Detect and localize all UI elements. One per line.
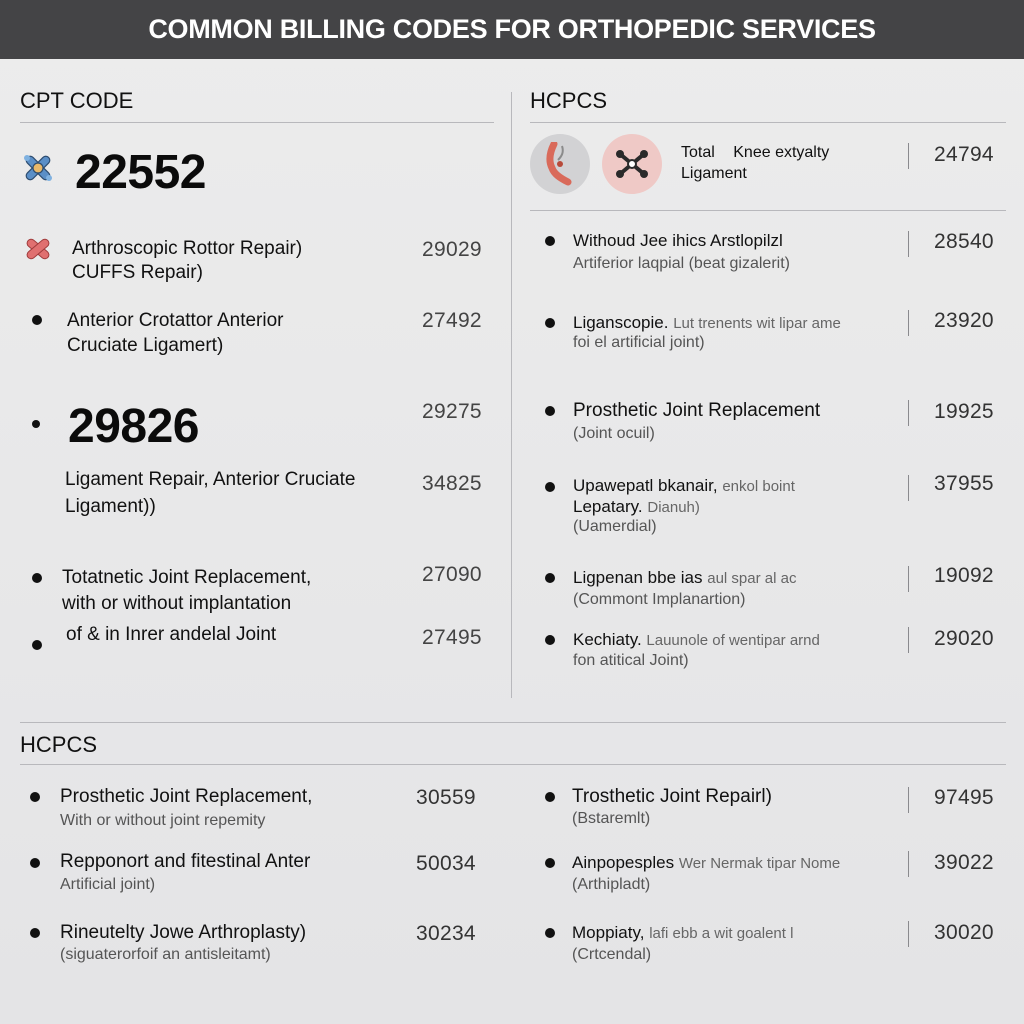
hcpcs-item-1-code: 28540 (934, 230, 994, 253)
hcpcs-item-4-code: 37955 (934, 472, 994, 495)
cpt-item-2-line1: Anterior Crotattor Anterior (67, 310, 284, 331)
hcpcs-top-word-knee: Knee extyalty (733, 144, 830, 161)
hcpcs-item-6-sub: fon atitical Joint) (573, 652, 689, 669)
bottom-right-1-sub: (Bstaremlt) (572, 810, 651, 827)
knee-icon (530, 134, 590, 194)
hcpcs-top-word-total: Total (681, 144, 715, 161)
hcpcs-item-5-sub: (Commont Implanartion) (573, 591, 746, 608)
separator (908, 921, 909, 947)
hcpcs-item-1-main: Withoud Jee ihics Arstlopilzl (573, 231, 783, 250)
hcpcs-item-2-main-tail: Lut trenents wit lipar ame (673, 315, 841, 332)
hcpcs-item-2-main-text: Liganscopie. (573, 313, 669, 332)
bullet (545, 635, 555, 645)
bullet (545, 792, 555, 802)
bottom-right-3-code: 30020 (934, 921, 994, 944)
bullet (545, 573, 555, 583)
cpt-ligament-line1: Ligament Repair, Anterior Cruciate (65, 469, 356, 490)
bottom-right-3-main (572, 920, 793, 947)
cpt-item-2-code: 27492 (422, 309, 482, 332)
hcpcs-top-code: 24794 (934, 143, 994, 166)
column-divider (511, 92, 512, 698)
cpt-last-line1: of & in Inrer andelal Joint (66, 624, 277, 645)
hcpcs-item-6-main-text: Kechiaty. (573, 630, 642, 649)
bottom-left-2-code: 50034 (416, 852, 476, 875)
bullet (32, 420, 40, 428)
bottom-left-1-code: 30559 (416, 786, 476, 809)
cpt-big-code-2-value: 29275 (422, 400, 482, 423)
hcpcs-item-6-main-tail: Lauunole of wentipar arnd (646, 632, 820, 649)
bullet (32, 573, 42, 583)
cpt-big-code-2: 29826 (68, 400, 199, 453)
hcpcs-item-4-main2-tail: Dianuh) (647, 499, 700, 516)
hcpcs-item-6-code: 29020 (934, 627, 994, 650)
cpt-item-1-code: 29029 (422, 238, 482, 261)
page-title: COMMON BILLING CODES FOR ORTHOPEDIC SERVICES (0, 0, 1024, 59)
cpt-divider (20, 122, 494, 123)
bone-icon (23, 234, 53, 264)
bullet (32, 640, 42, 650)
hcpcs-top-line2: Ligament (681, 165, 747, 182)
bullet (545, 406, 555, 416)
separator (908, 851, 909, 877)
cpt-item-1-line1: Arthroscopic Rottor Repair) (72, 238, 303, 259)
bullet (30, 792, 40, 802)
hcpcs-item-4-sub: (Uamerdial) (573, 518, 657, 535)
bottom-left-3-code: 30234 (416, 922, 476, 945)
cpt-ligament-line2: Ligament)) (65, 496, 156, 517)
separator (908, 787, 909, 813)
hcpcs-item-3-main: Prosthetic Joint Replacement (573, 400, 821, 421)
bullet (545, 318, 555, 328)
bottom-right-2-main (572, 850, 840, 877)
bullet (30, 858, 40, 868)
hcpcs-item-2-code: 23920 (934, 309, 994, 332)
bottom-right-1-main: Trosthetic Joint Repairl) (572, 786, 772, 807)
separator (908, 566, 909, 592)
bottom-divider (20, 764, 1006, 765)
bottom-right-2-sub: (Arthipladt) (572, 876, 651, 893)
bottom-right-2-code: 39022 (934, 851, 994, 874)
cpt-total-code: 27090 (422, 563, 482, 586)
hcpcs-item-1-sub: Artiferior laqpial (beat gizalerit) (573, 255, 790, 272)
hcpcs-item-5-main-tail: aul spar al ac (707, 570, 797, 587)
bullet (545, 928, 555, 938)
hcpcs-item-3-code: 19925 (934, 400, 994, 423)
cpt-ligament-code: 34825 (422, 472, 482, 495)
separator (908, 310, 909, 336)
bottom-left-2-main: Repponort and fitestinal Anter (60, 851, 311, 872)
bottom-left-3-sub: (siguaterorfoif an antisleitamt) (60, 946, 271, 963)
bottom-left-3-main: Rineutelty Jowe Arthroplasty) (60, 922, 307, 943)
bottom-right-3-main-tail: lafi ebb a wit goalent l (649, 925, 794, 942)
bottom-right-3-sub: (Crtcendal) (572, 946, 652, 963)
bottom-left-1-main: Prosthetic Joint Replacement, (60, 786, 313, 807)
cpt-code-heading: CPT CODE (20, 88, 134, 113)
bottom-top-divider (20, 722, 1006, 723)
hcpcs-item-4-main-tail: enkol boint (722, 478, 795, 495)
separator (908, 627, 909, 653)
cpt-big-code-1: 22552 (75, 146, 206, 199)
bullet (545, 482, 555, 492)
bone-joint-icon (602, 134, 662, 194)
bottom-right-2-main-text: Ainpopesples (572, 853, 675, 872)
hcpcs-item-4-main2-text: Lepatary. (573, 497, 643, 516)
bullet (545, 858, 555, 868)
hcpcs-item-2-sub: foi el artificial joint) (573, 334, 705, 351)
bullet (545, 236, 555, 246)
hcpcs-divider (530, 122, 1006, 123)
hcpcs-divider-2 (530, 210, 1006, 211)
separator (908, 400, 909, 426)
separator (908, 143, 909, 169)
hcpcs-item-5-main (573, 565, 796, 592)
cpt-last-code: 27495 (422, 626, 482, 649)
hcpcs-item-5-main-text: Ligpenan bbe ias (573, 568, 703, 587)
bottom-left-1-sub: With or without joint repemity (60, 812, 266, 829)
hcpcs-item-5-code: 19092 (934, 564, 994, 587)
bottom-left-2-sub: Artificial joint) (60, 876, 156, 893)
hcpcs-top-line1 (681, 144, 829, 162)
cpt-total-line2: with or without implantation (62, 593, 292, 614)
cpt-item-2-line2: Cruciate Ligamert) (67, 335, 224, 356)
bullet (32, 315, 42, 325)
cpt-total-line1: Totatnetic Joint Replacement, (62, 567, 312, 588)
hcpcs-heading: HCPCS (530, 88, 608, 113)
hcpcs-item-3-sub: (Joint ocuil) (573, 425, 655, 442)
joint-icon (20, 150, 56, 186)
cpt-item-1-line2: CUFFS Repair) (72, 262, 203, 283)
bottom-right-3-main-text: Moppiaty, (572, 923, 645, 942)
bottom-right-2-main-tail: Wer Nermak tipar Nome (678, 855, 841, 872)
separator (908, 231, 909, 257)
hcpcs-item-4-main-text: Upawepatl bkanair, (573, 476, 718, 495)
bottom-right-1-code: 97495 (934, 786, 994, 809)
separator (908, 475, 909, 501)
bottom-hcpcs-heading: HCPCS (20, 732, 98, 757)
bullet (30, 928, 40, 938)
